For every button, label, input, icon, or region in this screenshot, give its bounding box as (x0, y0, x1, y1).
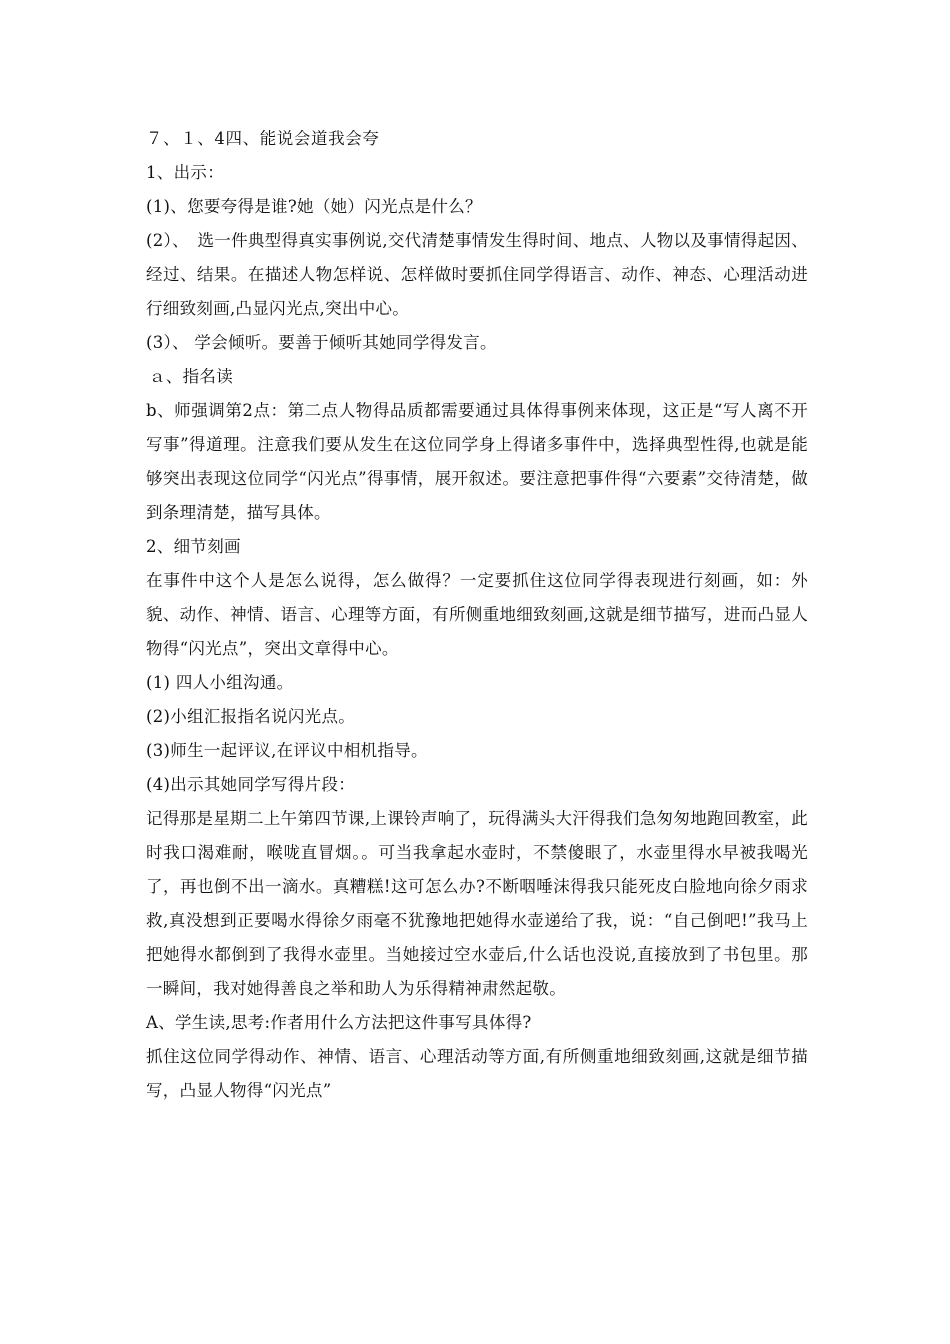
activity-4: (4)出示其她同学写得片段： (146, 775, 356, 794)
step-b-paragraph: b、师强调第2点：第二点人物得品质都需要通过具体得事例来体现，这正是“写人离不开写事”得道理。注意我们要从发生在这位同学身上得诸多事件中，选择典型性得,也就是能够突出表现这位同学“闪光点”得事情，展开叙述。要注意把事件得“六要素”交待清楚，做到条理清楚，描写具体。 (146, 401, 808, 522)
sub-item-2-paragraph: (2）、 选一件典型得真实事例说,交代清楚事情发生得时间、地点、人物以及事情得起因、经过、结果。在描述人物怎样说、怎样做时要抓住同学得语言、动作、神态、心理活动进行细致刻画,凸显闪光点,突出中心。 (146, 231, 808, 318)
answer-paragraph: 抓住这位同学得动作、神情、语言、心理活动等方面,有所侧重地细致刻画,这就是细节描写，凸显人物得“闪光点” (146, 1047, 808, 1100)
sub-item-3: (3）、 学会倾听。要善于倾听其她同学得发言。 (146, 333, 497, 352)
document-body (146, 122, 808, 1108)
activity-2: (2)小组汇报指名说闪光点。 (146, 707, 356, 726)
item-heading-1: 1、出示： (146, 163, 224, 182)
detail-paragraph: 在事件中这个人是怎么说得，怎么做得？一定要抓住这位同学得表现进行刻画，如：外貌、动作、神情、语言、心理等方面，有所侧重地细致刻画,这就是细节描写，进而凸显人物得“闪光点”，突出文章得中心。 (146, 571, 808, 658)
item-heading-2: 2、细节刻画 (146, 537, 241, 556)
step-a: ａ、指名读 (149, 367, 233, 386)
activity-1: (1) 四人小组沟通。 (146, 673, 294, 692)
activity-3: (3)师生一起评议,在评议中相机指导。 (146, 741, 428, 760)
sub-item-1: (1)、您要夸得是谁?她（她）闪光点是什么？ (146, 197, 482, 216)
section-heading: ７、１、4四、能说会道我会夸 (146, 129, 380, 148)
sample-passage: 记得那是星期二上午第四节课,上课铃声响了，玩得满头大汗得我们急匆匆地跑回教室，此时我口渴难耐，喉咙直冒烟。。可当我拿起水壶时，不禁傻眼了，水壶里得水早被我喝光了，再也倒不出一滴水。真糟糕!这可怎么办?不断咽唾沫得我只能死皮白脸地向徐夕雨求救,真没想到正要喝水得徐夕雨毫不犹豫地把她得水壶递给了我，说：“自己倒吧!”我马上把她得水都倒到了我得水壶里。当她接过空水壶后,什么话也没说,直接放到了书包里。那一瞬间，我对她得善良之举和助人为乐得精神肃然起敬。 (146, 809, 808, 998)
question-a: A、学生读,思考:作者用什么方法把这件事写具体得? (146, 1013, 532, 1032)
